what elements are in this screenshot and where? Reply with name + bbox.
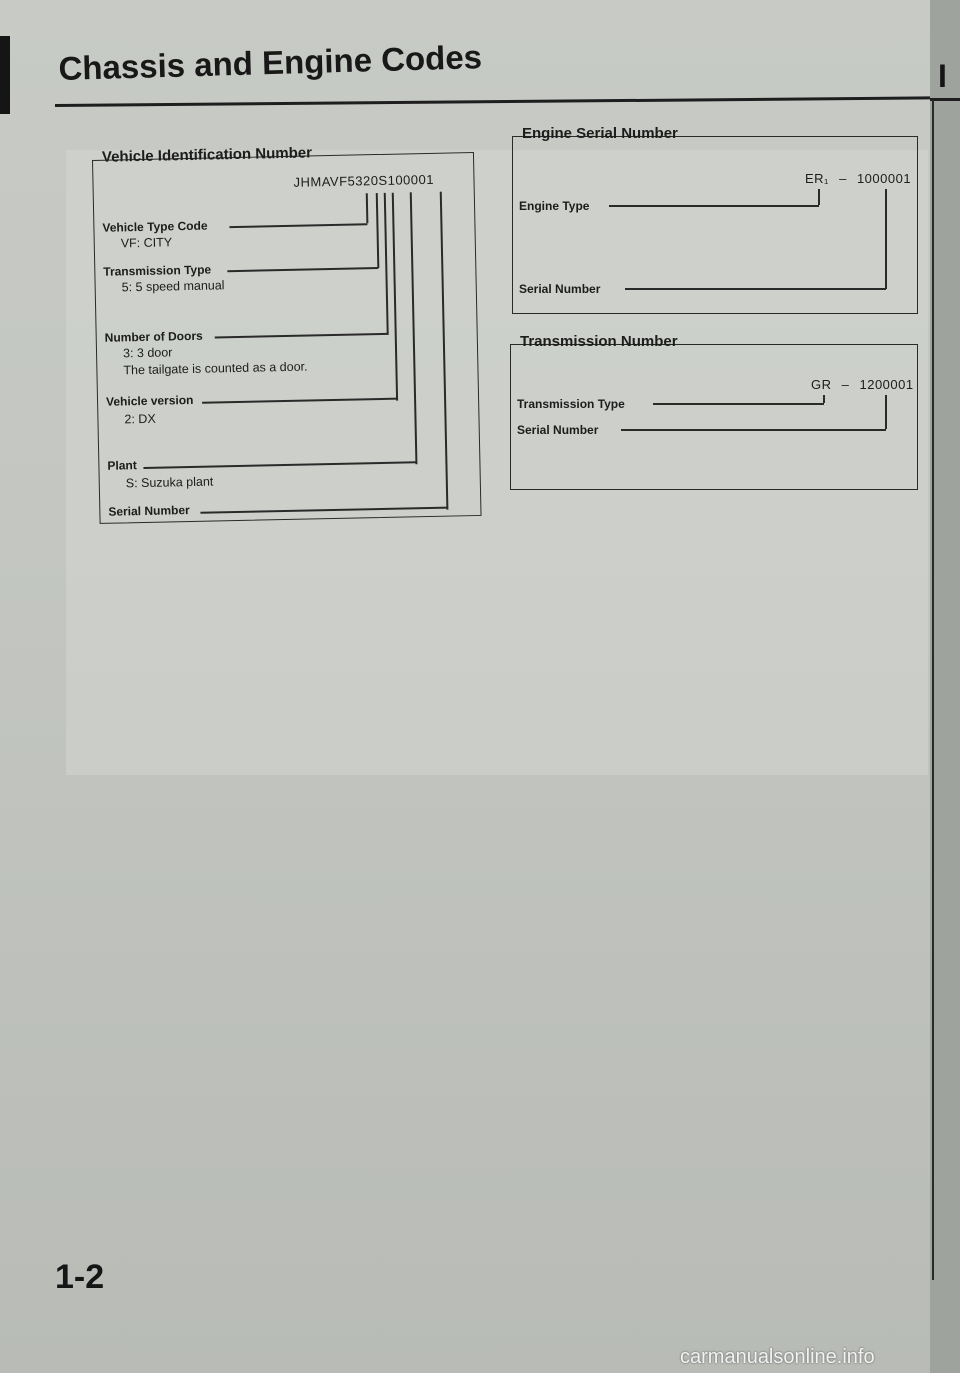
vin-item-line: [202, 398, 397, 404]
transmission-code: [811, 377, 914, 392]
vin-item-value: 3: 3 door: [122, 345, 173, 361]
transmission-leader: [823, 395, 825, 403]
vin-item-line: [143, 461, 416, 468]
watermark: carmanualsonline.info: [680, 1346, 875, 1368]
engine-type-label: Engine Type: [519, 199, 590, 213]
engine-panel: [512, 125, 918, 314]
title-rule: [55, 96, 930, 107]
engine-serial-line: [625, 288, 886, 290]
vin-item-label: Serial Number: [108, 503, 190, 519]
engine-leader: [885, 189, 887, 289]
engine-panel-title: Engine Serial Number: [522, 125, 678, 142]
vin-panel: [92, 144, 482, 524]
vin-leader: [410, 192, 417, 464]
page-title: Chassis and Engine Codes: [58, 38, 483, 87]
transmission-leader: [885, 395, 887, 429]
vin-panel-title: Vehicle Identification Number: [101, 144, 313, 166]
vin-leader: [384, 193, 388, 335]
adjacent-page-border: [932, 100, 934, 1280]
vin-item-line: [229, 223, 367, 227]
vin-item-value: S: Suzuka plant: [125, 474, 214, 491]
vin-item-value: VF: CITY: [120, 235, 173, 251]
vin-item-value: The tailgate is counted as a door.: [123, 359, 308, 378]
vin-item-label: Transmission Type: [103, 262, 212, 279]
section-tab: [0, 36, 10, 114]
engine-code-prefix: ER₁: [805, 171, 829, 186]
vin-leader: [366, 193, 368, 223]
adjacent-page-rule: [930, 98, 960, 101]
page-number: 1-2: [55, 1258, 105, 1296]
vin-item-line: [215, 333, 388, 338]
vin-item-label: Vehicle version: [105, 392, 194, 409]
transmission-code-sep: –: [841, 377, 850, 392]
transmission-code-prefix: GR: [811, 377, 832, 392]
transmission-serial-line: [621, 429, 886, 431]
vin-item-value: 5: 5 speed manual: [121, 278, 225, 295]
engine-serial-label: Serial Number: [519, 282, 601, 296]
vin-item-line: [227, 267, 378, 272]
vin-item-label: Number of Doors: [104, 328, 203, 345]
transmission-panel: [510, 333, 918, 490]
vin-code: JHMAVF5320S100001: [293, 171, 435, 190]
adjacent-page-edge: [930, 0, 960, 1373]
transmission-type-line: [653, 403, 824, 405]
engine-type-line: [609, 205, 819, 207]
transmission-panel-title: Transmission Number: [520, 333, 678, 350]
vin-item-label: Plant: [107, 458, 137, 473]
engine-code-serial: 1000001: [856, 171, 912, 186]
vin-leader: [440, 192, 448, 510]
engine-leader: [818, 189, 820, 205]
engine-code-sep: –: [839, 171, 847, 186]
vin-item-line: [200, 507, 447, 514]
vin-leader: [376, 193, 379, 268]
vin-leader: [392, 193, 398, 401]
transmission-serial-label: Serial Number: [517, 423, 599, 437]
vin-item-label: Vehicle Type Code: [102, 218, 208, 235]
engine-code: [805, 171, 911, 186]
vin-item-value: 2: DX: [124, 411, 156, 427]
adjacent-page-glyph: I: [938, 58, 947, 94]
transmission-code-serial: 1200001: [859, 377, 914, 392]
transmission-type-label: Transmission Type: [517, 397, 625, 411]
